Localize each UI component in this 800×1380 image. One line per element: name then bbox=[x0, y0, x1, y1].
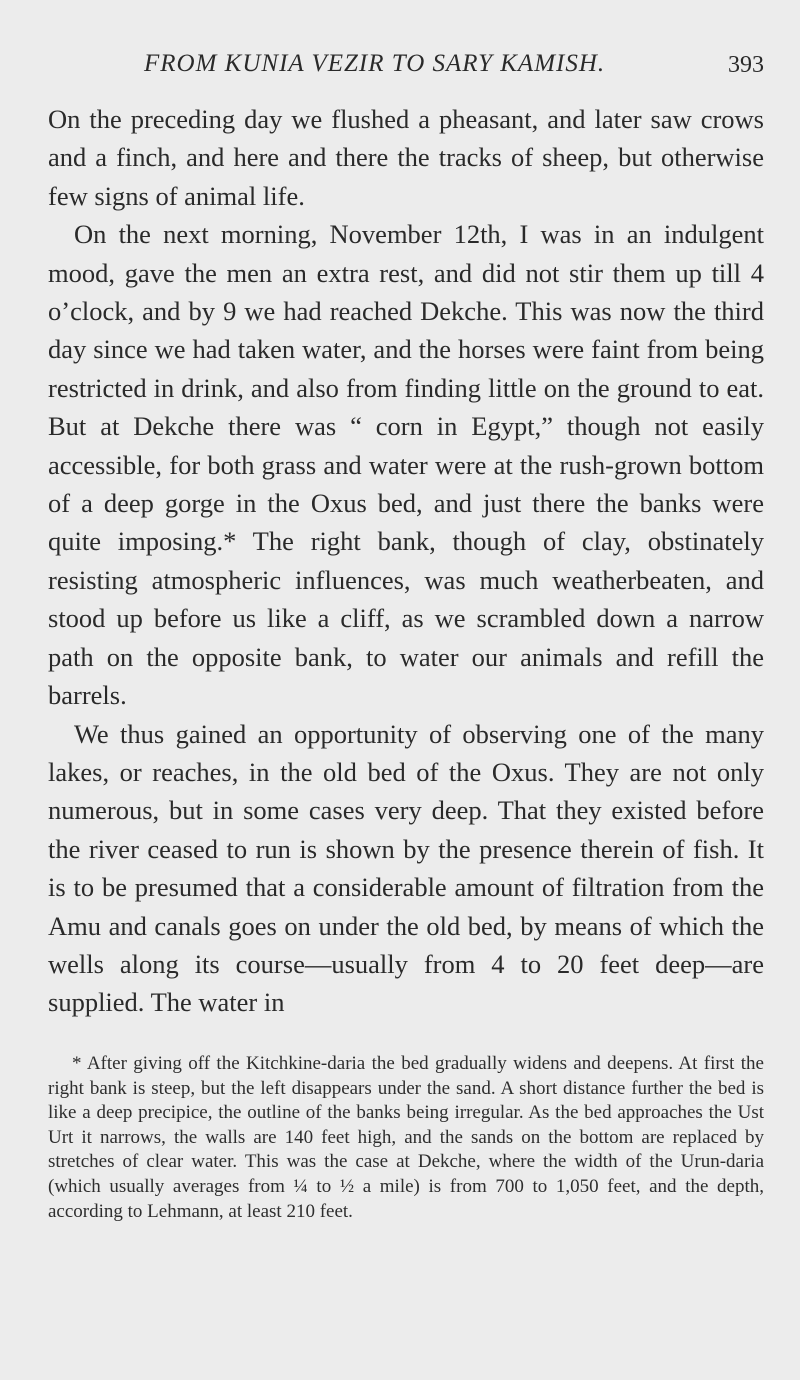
footnote: * After giving off the Kitchkine-daria the bed gradually widens and deepens. At first the right bank is steep, but the left disappears under the sand. A short distance further the bed is like a deep precipice, the outline of the banks being irregular. As the bed approaches the Ust Urt it narrows, the walls are 140 feet high, and the sands on the bottom are replaced by stretches of clear water. This was the case at Dekche, where the width of the Urun-daria (which usually averages from ¼ to ½ a mile) is from 700 to 1,050 feet, and the depth, according to Lehmann, at least 210 feet. bbox=[48, 1053, 764, 1222]
page-number: 393 bbox=[728, 52, 764, 78]
page-header bbox=[48, 50, 764, 90]
paragraph: We thus gained an opportunity of observing one of the many lakes, or reaches, in the old bed of the Oxus. They are not only numerous, but in some cases very deep. That they existed before the river ceased to run is shown by the presence therein of fish. It is to be presumed that a considerable amount of filtration from the Amu and canals goes on under the old bed, by means of which the wells along its course—usually from 4 to 20 feet deep—are supplied. The water in bbox=[48, 718, 764, 1018]
running-title: FROM KUNIA VEZIR TO SARY KAMISH. bbox=[144, 50, 606, 77]
body-text bbox=[48, 100, 764, 1022]
paragraph: On the next morning, November 12th, I was in an indulgent mood, gave the men an extra rest, and did not stir them up till 4 o’clock, and by 9 we had reached Dekche. This was now the third day since we had taken water, and the horses were faint from being restricted in drink, and also from finding little on the ground to eat. But at Dekche there was “ corn in Egypt,” though not easily accessible, for both grass and water were at the rush-grown bottom of a deep gorge in the Oxus bed, and just there the banks were quite imposing.* The right bank, though of clay, obstinately resisting atmospheric influences, was much weatherbeaten, and stood up before us like a cliff, as we scrambled down a narrow path on the opposite bank, to water our animals and refill the barrels. bbox=[48, 219, 764, 711]
paragraph: On the preceding day we flushed a pheasant, and later saw crows and a finch, and here and there the tracks of sheep, but otherwise few signs of animal life. bbox=[48, 104, 764, 211]
